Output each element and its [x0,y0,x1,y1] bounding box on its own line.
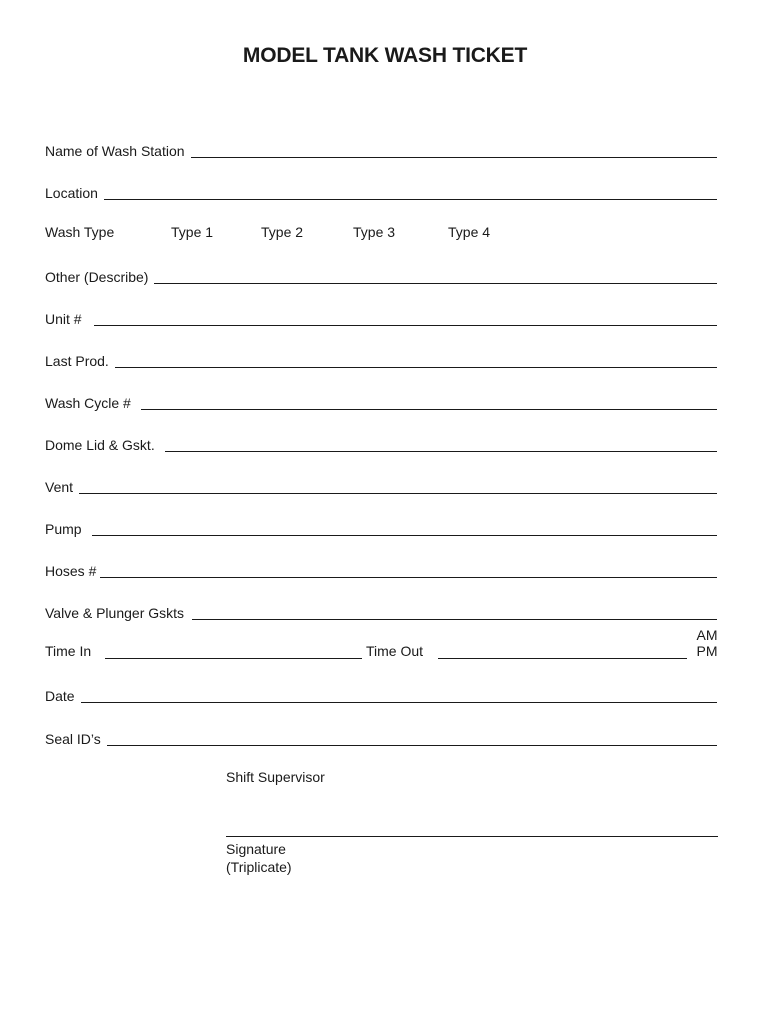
other-field[interactable] [154,269,717,284]
location-label: Location [45,185,98,201]
wash-type-option-2[interactable]: Type 2 [261,224,304,240]
hoses-label: Hoses # [45,563,97,579]
date-row [45,684,717,704]
pm-option[interactable]: PM [696,643,718,659]
wash-type-row [45,224,725,244]
dome-lid-row [45,433,717,453]
vent-label: Vent [45,479,74,495]
wash-cycle-row [45,391,717,411]
seal-ids-row [45,727,717,747]
wash-type-option-1[interactable]: Type 1 [171,224,214,240]
vent-row [45,475,717,495]
triplicate-label: (Triplicate) [226,859,292,875]
signature-label: Signature [226,841,286,857]
seal-ids-label: Seal ID’s [45,731,101,747]
valve-label: Valve & Plunger Gskts [45,605,185,621]
seal-ids-field[interactable] [107,731,717,746]
other-row [45,265,717,285]
wash-station-row [45,139,717,159]
dome-lid-field[interactable] [165,437,717,452]
last-prod-label: Last Prod. [45,353,109,369]
valve-field[interactable] [192,605,717,620]
vent-field[interactable] [79,479,717,494]
time-row [45,642,725,662]
wash-type-option-4[interactable]: Type 4 [448,224,491,240]
wash-cycle-field[interactable] [141,395,717,410]
wash-station-label: Name of Wash Station [45,143,185,159]
hoses-row [45,559,717,579]
pump-label: Pump [45,521,82,537]
am-pm-marker [693,627,721,659]
time-out-field[interactable] [438,642,687,659]
time-out-label: Time Out [366,643,424,659]
dome-lid-label: Dome Lid & Gskt. [45,437,155,453]
signature-field[interactable] [226,836,718,837]
shift-supervisor-label: Shift Supervisor [226,769,325,785]
wash-type-option-3[interactable]: Type 3 [353,224,396,240]
pump-field[interactable] [92,521,717,536]
time-in-label: Time In [45,643,92,659]
date-label: Date [45,688,75,704]
wash-cycle-label: Wash Cycle # [45,395,131,411]
form-title: MODEL TANK WASH TICKET [242,44,528,67]
signature-caption [226,840,292,876]
unit-label: Unit # [45,311,82,327]
other-label: Other (Describe) [45,269,149,285]
time-in-field[interactable] [105,642,362,659]
location-field[interactable] [104,185,717,200]
last-prod-row [45,349,717,369]
wash-type-label: Wash Type [45,224,115,240]
valve-row [45,601,717,621]
wash-station-field[interactable] [191,143,717,158]
unit-field[interactable] [94,311,717,326]
location-row [45,181,717,201]
signature-block [226,769,718,875]
unit-row [45,307,717,327]
am-option[interactable]: AM [696,627,718,643]
date-field[interactable] [81,688,717,703]
hoses-field[interactable] [100,563,717,578]
pump-row [45,517,717,537]
last-prod-field[interactable] [115,353,717,368]
